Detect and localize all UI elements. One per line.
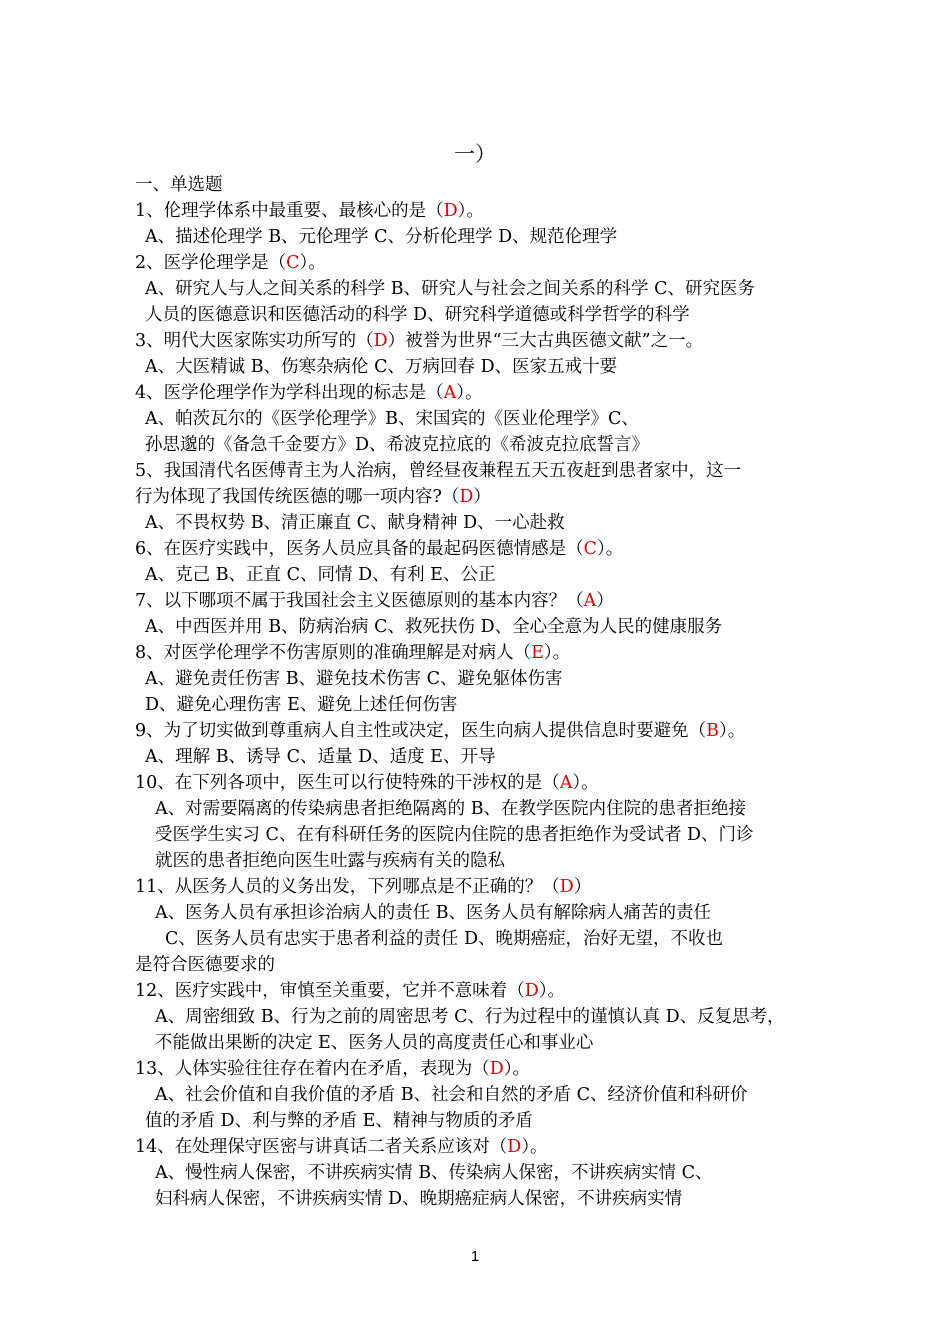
question-text [135, 380, 483, 406]
question-stem-end: ） [573, 877, 592, 897]
question-stem: 7、以下哪项不属于我国社会主义医德原则的基本内容？（ [135, 591, 584, 611]
question-text [135, 640, 570, 666]
answer-letter: D [459, 487, 474, 507]
question-stem-end: ）。 [503, 1059, 531, 1079]
option-line: 值的矛盾 D、利与弊的矛盾 E、精神与物质的矛盾 [145, 1111, 533, 1131]
answer-letter: D [507, 1137, 522, 1157]
page-number: 1 [470, 1248, 480, 1265]
question-stem-end: ）。 [538, 981, 566, 1001]
question-stem-end: ）。 [299, 253, 326, 273]
question-text [135, 458, 741, 484]
question-text [135, 718, 745, 744]
answer-letter: D [373, 331, 388, 351]
question-stem-end: ）。 [521, 1137, 548, 1157]
answer-letter: D [443, 201, 458, 221]
option-line: A、社会价值和自我价值的矛盾 B、社会和自然的矛盾 C、经济价值和科研价 [155, 1085, 748, 1105]
question-text [135, 874, 591, 900]
question-stem: 11、从医务人员的义务出发，下列哪点是不正确的？（ [135, 877, 560, 897]
option-line: 受医学生实习 C、在有科研任务的医院内住院的患者拒绝作为受试者 D、门诊 [155, 825, 754, 845]
question-text [135, 588, 614, 614]
question-stem-end: ）。 [543, 643, 571, 663]
question-stem-end: ）。 [719, 721, 746, 741]
question-stem-end: ） [473, 487, 491, 507]
option-line: A、慢性病人保密，不讲疾病实情 B、传染病人保密，不讲疾病实情 C、 [155, 1163, 713, 1183]
section-title: 一、单选题 [135, 175, 223, 195]
option-line: 是符合医德要求的 [135, 955, 275, 975]
option-line: A、描述伦理学 B、元伦理学 C、分析伦理学 D、规范伦理学 [145, 227, 618, 247]
question-stem: 8、对医学伦理学不伤害原则的准确理解是对病人（ [135, 643, 532, 663]
answer-letter: C [286, 253, 300, 273]
answer-letter: D [489, 1059, 504, 1079]
question-stem: 12、医疗实践中，审慎至关重要，它并不意味着（ [135, 981, 525, 1001]
option-line: A、医务人员有承担诊治病人的责任 B、医务人员有解除病人痛苦的责任 [155, 903, 712, 923]
option-line: A、对需要隔离的传染病患者拒绝隔离的 B、在教学医院内住院的患者拒绝接 [155, 799, 747, 819]
answer-letter: D [559, 877, 574, 897]
question-text [135, 1056, 530, 1082]
question-text [135, 484, 491, 510]
option-line: A、帕茨瓦尔的《医学伦理学》B、宋国宾的《医业伦理学》C、 [145, 409, 639, 429]
question-stem: 13、人体实验往往存在着内在矛盾，表现为（ [135, 1059, 490, 1079]
question-text [135, 536, 623, 562]
answer-letter: A [443, 383, 457, 403]
question-stem: 1、伦理学体系中最重要、最核心的是（ [135, 201, 444, 221]
question-stem-end: ） [596, 591, 614, 611]
option-line: D、避免心理伤害 E、避免上述任何伤害 [145, 695, 458, 715]
page-header-title: 一） [454, 142, 496, 166]
question-stem: 5、我国清代名医傅青主为人治病，曾经昼夜兼程五天五夜赶到患者家中，这一 [135, 461, 742, 481]
question-stem: 行为体现了我国传统医德的哪一项内容?（ [135, 487, 460, 507]
question-stem-end: ）。 [572, 773, 599, 793]
option-line: A、避免责任伤害 B、避免技术伤害 C、避免躯体伤害 [145, 669, 563, 689]
option-line: 孙思邈的《备急千金要方》D、希波克拉底的《希波克拉底誓言》 [145, 435, 650, 455]
question-stem-end: ）。 [457, 201, 484, 221]
option-line: A、不畏权势 B、清正廉直 C、献身精神 D、一心赴救 [145, 513, 565, 533]
question-text [135, 770, 599, 796]
question-text [135, 978, 565, 1004]
question-text [135, 198, 484, 224]
question-stem: 4、医学伦理学作为学科出现的标志是（ [135, 383, 444, 403]
option-line: A、理解 B、诱导 C、适量 D、适度 E、开导 [145, 747, 496, 767]
answer-letter: C [583, 539, 598, 559]
option-line: 就医的患者拒绝向医生吐露与疾病有关的隐私 [155, 851, 505, 871]
answer-letter: D [524, 981, 539, 1001]
question-text [135, 250, 326, 276]
question-text [135, 328, 703, 354]
option-line: A、大医精诚 B、伤寒杂病伦 C、万病回春 D、医家五戒十要 [145, 357, 618, 377]
option-line: 不能做出果断的决定 E、医务人员的高度责任心和事业心 [155, 1033, 594, 1053]
question-text [135, 1134, 548, 1160]
option-line: A、克己 B、正直 C、同情 D、有利 E、公正 [145, 565, 496, 585]
answer-letter: B [706, 721, 720, 741]
option-line: 人员的医德意识和医德活动的科学 D、研究科学道德或科学哲学的科学 [145, 305, 690, 325]
question-stem: 6、在医疗实践中，医务人员应具备的最起码医德情感是（ [135, 539, 584, 559]
question-stem-end: ）被誉为世界“三大古典医德文献”之一。 [387, 331, 704, 351]
question-stem: 10、在下列各项中，医生可以行使特殊的干涉权的是（ [135, 773, 560, 793]
option-line: C、医务人员有忠实于患者利益的责任 D、晚期癌症，治好无望，不收也 [165, 929, 723, 949]
question-stem-end: ）。 [456, 383, 483, 403]
answer-letter: A [559, 773, 573, 793]
question-stem: 14、在处理保守医密与讲真话二者关系应该对（ [135, 1137, 508, 1157]
question-stem: 2、医学伦理学是（ [135, 253, 287, 273]
option-line: A、周密细致 B、行为之前的周密思考 C、行为过程中的谨慎认真 D、反复思考， [155, 1007, 785, 1027]
question-stem: 9、为了切实做到尊重病人自主性或决定，医生向病人提供信息时要避免（ [135, 721, 707, 741]
option-line: A、研究人与人之间关系的科学 B、研究人与社会之间关系的科学 C、研究医务 [145, 279, 756, 299]
answer-letter: E [531, 643, 544, 663]
option-line: 妇科病人保密，不讲疾病实情 D、晚期癌症病人保密，不讲疾病实情 [155, 1189, 683, 1209]
question-stem-end: ）。 [597, 539, 624, 559]
option-line: A、中西医并用 B、防病治病 C、救死扶伤 D、全心全意为人民的健康服务 [145, 617, 723, 637]
answer-letter: A [583, 591, 597, 611]
question-stem: 3、明代大医家陈实功所写的（ [135, 331, 374, 351]
